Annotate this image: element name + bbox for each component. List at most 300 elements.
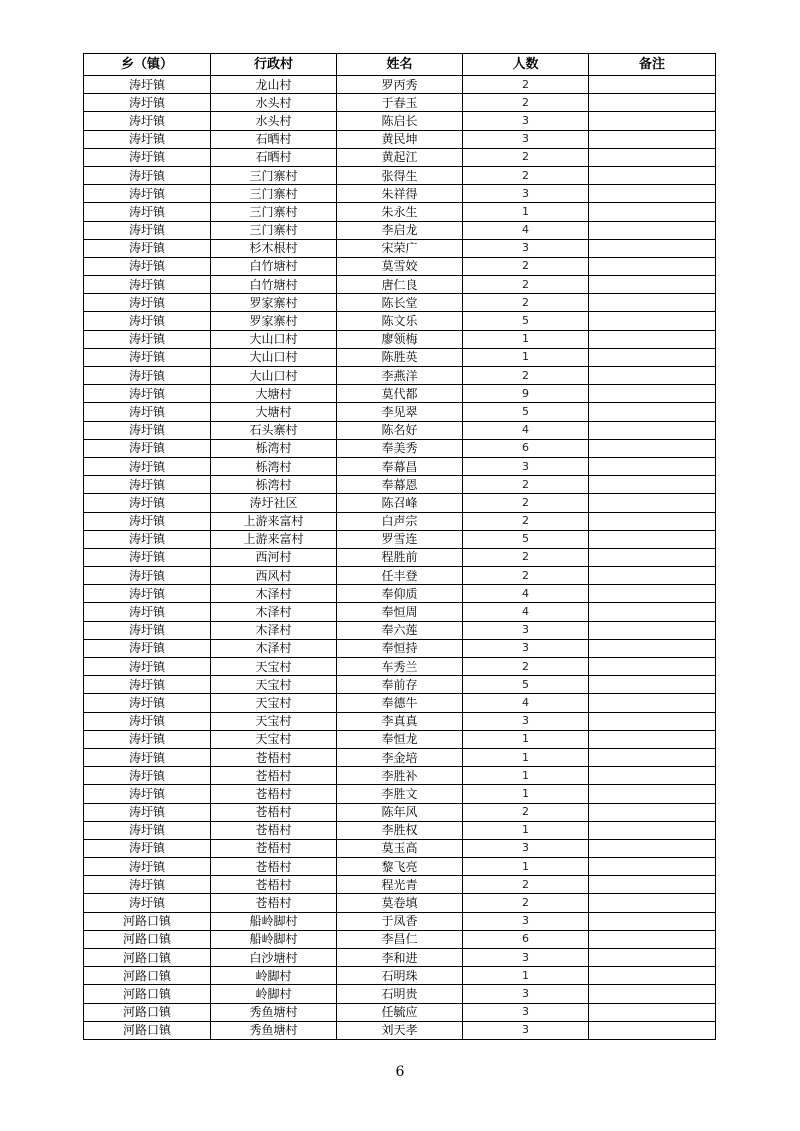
name-cell: 宋荣广 — [337, 239, 463, 257]
count-cell: 2 — [463, 548, 589, 566]
count-cell: 1 — [463, 821, 589, 839]
township-cell: 涛圩镇 — [84, 148, 211, 166]
table-row — [84, 439, 716, 457]
village-cell: 上游来富村 — [211, 512, 337, 530]
remarks-cell — [589, 767, 716, 785]
count-cell: 5 — [463, 403, 589, 421]
roster-sheet — [83, 53, 715, 1040]
township-cell: 涛圩镇 — [84, 403, 211, 421]
name-cell: 李真真 — [337, 712, 463, 730]
name-cell: 任丰登 — [337, 567, 463, 585]
name-cell: 李和进 — [337, 949, 463, 967]
count-cell: 1 — [463, 967, 589, 985]
table-row — [84, 148, 716, 166]
remarks-cell — [589, 839, 716, 857]
table-row — [84, 166, 716, 184]
remarks-cell — [589, 294, 716, 312]
table-row — [84, 821, 716, 839]
remarks-cell — [589, 276, 716, 294]
village-cell: 天宝村 — [211, 676, 337, 694]
village-cell: 三门寨村 — [211, 221, 337, 239]
village-cell: 上游来富村 — [211, 530, 337, 548]
township-cell: 涛圩镇 — [84, 367, 211, 385]
remarks-cell — [589, 457, 716, 475]
page-number: 6 — [395, 1064, 405, 1080]
table-row — [84, 221, 716, 239]
village-cell: 大塘村 — [211, 385, 337, 403]
table-row — [84, 967, 716, 985]
remarks-cell — [589, 930, 716, 948]
township-cell: 涛圩镇 — [84, 476, 211, 494]
table-row — [84, 748, 716, 766]
township-cell: 涛圩镇 — [84, 803, 211, 821]
remarks-cell — [589, 658, 716, 676]
name-cell: 陈文乐 — [337, 312, 463, 330]
table-row — [84, 276, 716, 294]
remarks-cell — [589, 94, 716, 112]
township-cell: 涛圩镇 — [84, 385, 211, 403]
table-row — [84, 185, 716, 203]
table-row — [84, 767, 716, 785]
township-cell: 涛圩镇 — [84, 603, 211, 621]
remarks-cell — [589, 748, 716, 766]
table-row — [84, 585, 716, 603]
village-cell: 岭脚村 — [211, 985, 337, 1003]
header-name: 姓名 — [337, 54, 463, 76]
village-cell: 大山口村 — [211, 330, 337, 348]
township-cell: 涛圩镇 — [84, 166, 211, 184]
name-cell: 奉六莲 — [337, 621, 463, 639]
remarks-cell — [589, 567, 716, 585]
village-cell: 三门寨村 — [211, 166, 337, 184]
name-cell: 车秀兰 — [337, 658, 463, 676]
table-row — [84, 421, 716, 439]
name-cell: 奉恒龙 — [337, 730, 463, 748]
remarks-cell — [589, 130, 716, 148]
remarks-cell — [589, 912, 716, 930]
remarks-cell — [589, 585, 716, 603]
remarks-cell — [589, 185, 716, 203]
township-cell: 涛圩镇 — [84, 112, 211, 130]
table-row — [84, 603, 716, 621]
township-cell: 河路口镇 — [84, 912, 211, 930]
count-cell: 1 — [463, 748, 589, 766]
count-cell: 3 — [463, 712, 589, 730]
count-cell: 3 — [463, 985, 589, 1003]
remarks-cell — [589, 785, 716, 803]
township-cell: 涛圩镇 — [84, 621, 211, 639]
table-row — [84, 1003, 716, 1021]
count-cell: 1 — [463, 203, 589, 221]
township-cell: 河路口镇 — [84, 967, 211, 985]
remarks-cell — [589, 821, 716, 839]
name-cell: 奉美秀 — [337, 439, 463, 457]
township-cell: 涛圩镇 — [84, 676, 211, 694]
count-cell: 2 — [463, 166, 589, 184]
count-cell: 2 — [463, 512, 589, 530]
name-cell: 石明贵 — [337, 985, 463, 1003]
header-village: 行政村 — [211, 54, 337, 76]
table-row — [84, 658, 716, 676]
table-row — [84, 712, 716, 730]
count-cell: 3 — [463, 912, 589, 930]
count-cell: 4 — [463, 221, 589, 239]
remarks-cell — [589, 803, 716, 821]
village-cell: 苍梧村 — [211, 767, 337, 785]
remarks-cell — [589, 1003, 716, 1021]
village-cell: 木泽村 — [211, 639, 337, 657]
table-row — [84, 803, 716, 821]
header-township: 乡（镇） — [84, 54, 211, 76]
name-cell: 陈长堂 — [337, 294, 463, 312]
remarks-cell — [589, 330, 716, 348]
table-row — [84, 621, 716, 639]
count-cell: 3 — [463, 839, 589, 857]
township-cell: 河路口镇 — [84, 949, 211, 967]
village-cell: 西风村 — [211, 567, 337, 585]
village-cell: 龙山村 — [211, 76, 337, 94]
village-cell: 罗家寨村 — [211, 312, 337, 330]
township-cell: 涛圩镇 — [84, 94, 211, 112]
township-cell: 涛圩镇 — [84, 239, 211, 257]
name-cell: 奉恒周 — [337, 603, 463, 621]
township-cell: 涛圩镇 — [84, 839, 211, 857]
remarks-cell — [589, 221, 716, 239]
count-cell: 6 — [463, 930, 589, 948]
village-cell: 三门寨村 — [211, 185, 337, 203]
remarks-cell — [589, 621, 716, 639]
village-cell: 三门寨村 — [211, 203, 337, 221]
remarks-cell — [589, 985, 716, 1003]
village-cell: 苍梧村 — [211, 876, 337, 894]
count-cell: 4 — [463, 694, 589, 712]
township-cell: 涛圩镇 — [84, 785, 211, 803]
table-row — [84, 694, 716, 712]
count-cell: 3 — [463, 1021, 589, 1039]
village-cell: 苍梧村 — [211, 858, 337, 876]
village-cell: 石头寨村 — [211, 421, 337, 439]
village-cell: 木泽村 — [211, 603, 337, 621]
count-cell: 1 — [463, 348, 589, 366]
remarks-cell — [589, 148, 716, 166]
count-cell: 3 — [463, 185, 589, 203]
name-cell: 莫代都 — [337, 385, 463, 403]
name-cell: 李金培 — [337, 748, 463, 766]
township-cell: 涛圩镇 — [84, 858, 211, 876]
township-cell: 涛圩镇 — [84, 76, 211, 94]
township-cell: 涛圩镇 — [84, 585, 211, 603]
remarks-cell — [589, 439, 716, 457]
township-cell: 河路口镇 — [84, 1021, 211, 1039]
table-row — [84, 294, 716, 312]
name-cell: 李见翠 — [337, 403, 463, 421]
count-cell: 4 — [463, 603, 589, 621]
count-cell: 2 — [463, 257, 589, 275]
remarks-cell — [589, 639, 716, 657]
village-cell: 水头村 — [211, 94, 337, 112]
table-row — [84, 130, 716, 148]
name-cell: 黄民坤 — [337, 130, 463, 148]
name-cell: 奉前存 — [337, 676, 463, 694]
remarks-cell — [589, 367, 716, 385]
name-cell: 张得生 — [337, 166, 463, 184]
remarks-cell — [589, 712, 716, 730]
township-cell: 涛圩镇 — [84, 639, 211, 657]
count-cell: 2 — [463, 803, 589, 821]
name-cell: 程光青 — [337, 876, 463, 894]
name-cell: 刘天孝 — [337, 1021, 463, 1039]
township-cell: 涛圩镇 — [84, 730, 211, 748]
name-cell: 朱永生 — [337, 203, 463, 221]
village-cell: 栎湾村 — [211, 476, 337, 494]
table-row — [84, 403, 716, 421]
name-cell: 陈启长 — [337, 112, 463, 130]
table-row — [84, 530, 716, 548]
village-cell: 秀鱼塘村 — [211, 1021, 337, 1039]
village-cell: 白竹塘村 — [211, 276, 337, 294]
remarks-cell — [589, 203, 716, 221]
village-cell: 石晒村 — [211, 148, 337, 166]
village-cell: 石晒村 — [211, 130, 337, 148]
table-row — [84, 676, 716, 694]
village-cell: 木泽村 — [211, 585, 337, 603]
township-cell: 涛圩镇 — [84, 294, 211, 312]
township-cell: 涛圩镇 — [84, 494, 211, 512]
name-cell: 廖领梅 — [337, 330, 463, 348]
table-row — [84, 930, 716, 948]
table-row — [84, 203, 716, 221]
remarks-cell — [589, 603, 716, 621]
remarks-cell — [589, 894, 716, 912]
township-cell: 涛圩镇 — [84, 312, 211, 330]
village-cell: 栎湾村 — [211, 457, 337, 475]
table-row — [84, 548, 716, 566]
remarks-cell — [589, 1021, 716, 1039]
village-cell: 苍梧村 — [211, 821, 337, 839]
village-cell: 船岭脚村 — [211, 912, 337, 930]
village-cell: 秀鱼塘村 — [211, 1003, 337, 1021]
table-row — [84, 730, 716, 748]
remarks-cell — [589, 949, 716, 967]
count-cell: 2 — [463, 567, 589, 585]
name-cell: 陈胜英 — [337, 348, 463, 366]
count-cell: 9 — [463, 385, 589, 403]
count-cell: 4 — [463, 585, 589, 603]
count-cell: 1 — [463, 730, 589, 748]
table-row — [84, 367, 716, 385]
name-cell: 李胜权 — [337, 821, 463, 839]
table-row — [84, 494, 716, 512]
township-cell: 涛圩镇 — [84, 276, 211, 294]
count-cell: 3 — [463, 457, 589, 475]
township-cell: 涛圩镇 — [84, 439, 211, 457]
township-cell: 涛圩镇 — [84, 548, 211, 566]
remarks-cell — [589, 476, 716, 494]
count-cell: 3 — [463, 949, 589, 967]
township-cell: 涛圩镇 — [84, 221, 211, 239]
count-cell: 6 — [463, 439, 589, 457]
table-row — [84, 639, 716, 657]
table-body — [84, 76, 716, 1040]
count-cell: 3 — [463, 1003, 589, 1021]
name-cell: 陈年风 — [337, 803, 463, 821]
table-row — [84, 949, 716, 967]
township-cell: 涛圩镇 — [84, 821, 211, 839]
township-cell: 涛圩镇 — [84, 530, 211, 548]
remarks-cell — [589, 676, 716, 694]
count-cell: 5 — [463, 676, 589, 694]
count-cell: 1 — [463, 858, 589, 876]
remarks-cell — [589, 494, 716, 512]
table-row — [84, 457, 716, 475]
village-cell: 涛圩社区 — [211, 494, 337, 512]
count-cell: 2 — [463, 94, 589, 112]
remarks-cell — [589, 112, 716, 130]
name-cell: 莫卷填 — [337, 894, 463, 912]
name-cell: 白声宗 — [337, 512, 463, 530]
name-cell: 罗丙秀 — [337, 76, 463, 94]
table-row — [84, 912, 716, 930]
remarks-cell — [589, 166, 716, 184]
count-cell: 3 — [463, 621, 589, 639]
township-cell: 涛圩镇 — [84, 348, 211, 366]
name-cell: 李燕洋 — [337, 367, 463, 385]
count-cell: 2 — [463, 294, 589, 312]
township-cell: 涛圩镇 — [84, 203, 211, 221]
name-cell: 奉幕恩 — [337, 476, 463, 494]
township-cell: 涛圩镇 — [84, 421, 211, 439]
count-cell: 2 — [463, 148, 589, 166]
header-row — [84, 54, 716, 76]
name-cell: 任毓应 — [337, 1003, 463, 1021]
remarks-cell — [589, 421, 716, 439]
village-cell: 苍梧村 — [211, 894, 337, 912]
name-cell: 李昌仁 — [337, 930, 463, 948]
count-cell: 1 — [463, 330, 589, 348]
village-cell: 天宝村 — [211, 730, 337, 748]
township-cell: 涛圩镇 — [84, 457, 211, 475]
name-cell: 唐仁良 — [337, 276, 463, 294]
count-cell: 2 — [463, 367, 589, 385]
name-cell: 李启龙 — [337, 221, 463, 239]
name-cell: 莫玉高 — [337, 839, 463, 857]
count-cell: 3 — [463, 239, 589, 257]
remarks-cell — [589, 530, 716, 548]
name-cell: 陈召峰 — [337, 494, 463, 512]
count-cell: 2 — [463, 76, 589, 94]
township-cell: 涛圩镇 — [84, 257, 211, 275]
table-row — [84, 894, 716, 912]
table-row — [84, 94, 716, 112]
name-cell: 于春玉 — [337, 94, 463, 112]
remarks-cell — [589, 348, 716, 366]
count-cell: 5 — [463, 530, 589, 548]
township-cell: 涛圩镇 — [84, 330, 211, 348]
name-cell: 陈名好 — [337, 421, 463, 439]
table-row — [84, 476, 716, 494]
table-row — [84, 785, 716, 803]
village-cell: 白竹塘村 — [211, 257, 337, 275]
count-cell: 4 — [463, 421, 589, 439]
remarks-cell — [589, 403, 716, 421]
count-cell: 3 — [463, 130, 589, 148]
village-cell: 天宝村 — [211, 658, 337, 676]
township-cell: 涛圩镇 — [84, 767, 211, 785]
remarks-cell — [589, 858, 716, 876]
remarks-cell — [589, 512, 716, 530]
header-remarks: 备注 — [589, 54, 716, 76]
remarks-cell — [589, 730, 716, 748]
table-row — [84, 112, 716, 130]
name-cell: 罗雪连 — [337, 530, 463, 548]
table-row — [84, 512, 716, 530]
name-cell: 李胜文 — [337, 785, 463, 803]
village-cell: 罗家寨村 — [211, 294, 337, 312]
village-cell: 水头村 — [211, 112, 337, 130]
table-row — [84, 876, 716, 894]
remarks-cell — [589, 694, 716, 712]
name-cell: 莫雪姣 — [337, 257, 463, 275]
township-cell: 河路口镇 — [84, 985, 211, 1003]
table-row — [84, 330, 716, 348]
village-cell: 苍梧村 — [211, 785, 337, 803]
name-cell: 奉幕昌 — [337, 457, 463, 475]
township-cell: 涛圩镇 — [84, 512, 211, 530]
count-cell: 2 — [463, 894, 589, 912]
village-cell: 大山口村 — [211, 348, 337, 366]
village-cell: 岭脚村 — [211, 967, 337, 985]
village-cell: 白沙塘村 — [211, 949, 337, 967]
table-row — [84, 239, 716, 257]
table-row — [84, 385, 716, 403]
count-cell: 3 — [463, 112, 589, 130]
village-cell: 西河村 — [211, 548, 337, 566]
township-cell: 河路口镇 — [84, 1003, 211, 1021]
remarks-cell — [589, 76, 716, 94]
village-cell: 大山口村 — [211, 367, 337, 385]
remarks-cell — [589, 876, 716, 894]
village-cell: 栎湾村 — [211, 439, 337, 457]
township-cell: 涛圩镇 — [84, 185, 211, 203]
village-cell: 苍梧村 — [211, 803, 337, 821]
name-cell: 于凤香 — [337, 912, 463, 930]
village-cell: 苍梧村 — [211, 839, 337, 857]
township-cell: 涛圩镇 — [84, 748, 211, 766]
name-cell: 石明珠 — [337, 967, 463, 985]
header-count: 人数 — [463, 54, 589, 76]
table-row — [84, 858, 716, 876]
village-cell: 苍梧村 — [211, 748, 337, 766]
name-cell: 朱祥得 — [337, 185, 463, 203]
count-cell: 5 — [463, 312, 589, 330]
township-cell: 河路口镇 — [84, 930, 211, 948]
count-cell: 2 — [463, 476, 589, 494]
township-cell: 涛圩镇 — [84, 694, 211, 712]
count-cell: 2 — [463, 276, 589, 294]
remarks-cell — [589, 239, 716, 257]
remarks-cell — [589, 967, 716, 985]
count-cell: 2 — [463, 876, 589, 894]
township-cell: 涛圩镇 — [84, 894, 211, 912]
count-cell: 3 — [463, 639, 589, 657]
name-cell: 程胜前 — [337, 548, 463, 566]
village-cell: 天宝村 — [211, 712, 337, 730]
township-cell: 涛圩镇 — [84, 712, 211, 730]
table-row — [84, 312, 716, 330]
count-cell: 2 — [463, 658, 589, 676]
name-cell: 黄起江 — [337, 148, 463, 166]
village-cell: 船岭脚村 — [211, 930, 337, 948]
